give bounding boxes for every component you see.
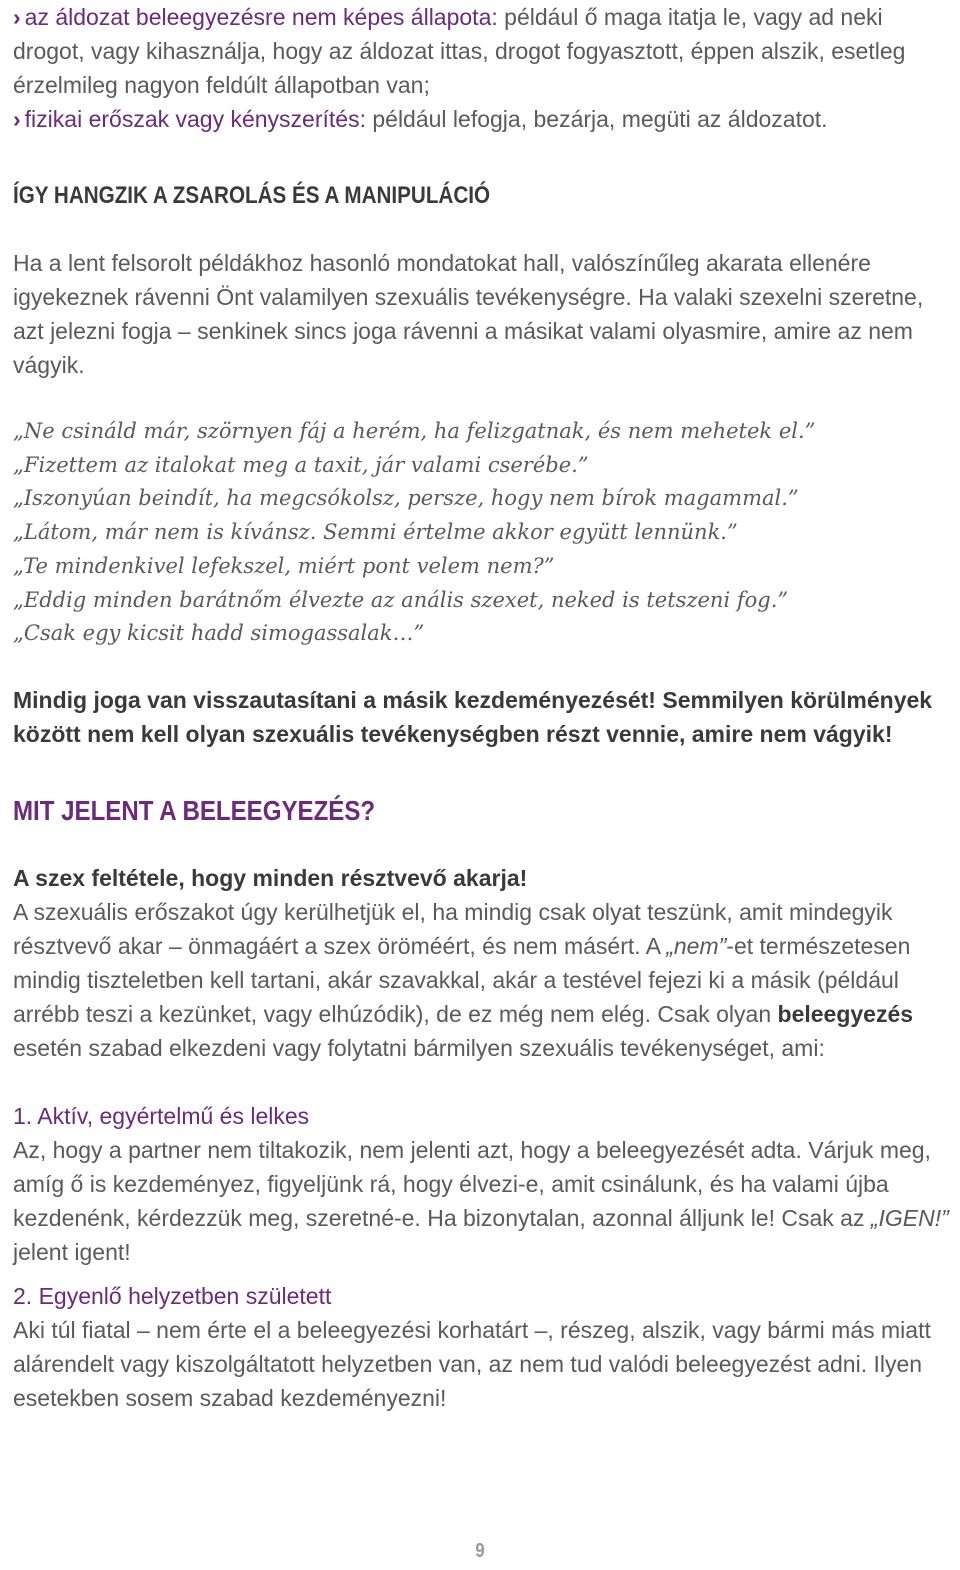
section-heading-consent: MIT JELENT A BELEEGYEZÉS? xyxy=(13,794,376,826)
quote-item: „Fizettem az italokat meg a taxit, jár valami cserébe.” xyxy=(13,452,589,477)
bullet-text: például ő maga itatja le, vagy ad neki drogot, vagy kihasználja, hogy az áldozat ittas, drogot fogyasztott, éppen alszik, esetleg érzelmileg nagyon feldúlt állapotban van; xyxy=(13,4,906,98)
bullet-text: például lefogja, bezárja, megüti az áldozatot. xyxy=(372,106,828,132)
consent-item-title: 1. Aktív, egyértelmű és lelkes xyxy=(13,1102,310,1129)
bullet-label: fizikai erőszak vagy kényszerítés: xyxy=(24,106,366,132)
quote-item: „Te mindenkivel lefekszel, miért pont velem nem?” xyxy=(13,553,555,578)
section-heading-manipulation: ÍGY HANGZIK A ZSAROLÁS ÉS A MANIPULÁCIÓ xyxy=(13,182,491,209)
consent-item-text xyxy=(13,1313,953,1415)
consent-body-text: A szexuális erőszakot úgy kerülhetjük el, ha mindig csak olyat teszünk, amit mindegyik résztvevő akar – önmagáért a szex öröméért, és nem másért. A xyxy=(13,898,893,959)
consent-item-text-part: jelent igent! xyxy=(13,1238,131,1265)
consent-item-text xyxy=(13,1133,953,1269)
bullet-label: az áldozat beleegyezésre nem képes állapota: xyxy=(24,4,498,30)
bullet-item-physical-force xyxy=(13,102,953,136)
consent-body xyxy=(13,895,953,1065)
consent-body-nem: „nem” xyxy=(666,932,727,959)
quote-item: „Eddig minden barátnőm élvezte az anális szexet, neked is tetszeni fog.” xyxy=(13,587,789,612)
chevron-right-icon: › xyxy=(13,106,21,132)
rights-statement: Mindig joga van visszautasítani a másik kezdeményezését! Semmilyen körülmények között nem kell olyan szexuális tevékenységben részt vennie, amire nem vágyik! xyxy=(13,686,933,747)
consent-body-text: -et természetesen mindig tiszteletben kell tartani, akár szavakkal, akár a testével fejezi ki a másik (például arrébb teszi a kezünket, vagy elhúzódik), de ez még nem elég. Csak olyan xyxy=(13,932,911,1027)
chevron-right-icon: › xyxy=(13,4,21,30)
quote-item: „Látom, már nem is kívánsz. Semmi értelme akkor együtt lennünk.” xyxy=(13,520,738,545)
quote-item: „Ne csináld már, szörnyen fáj a herém, ha felizgatnak, és nem mehetek el.” xyxy=(13,419,816,443)
consent-body-text: esetén szabad elkezdeni vagy folytatni bármilyen szexuális tevékenységet, ami: xyxy=(13,1034,825,1061)
quote-item: „Iszonyúan beindít, ha megcsókolsz, persze, hogy nem bírok magammal.” xyxy=(13,486,799,511)
consent-item-igen: „IGEN!” xyxy=(870,1204,949,1231)
quote-item: „Csak egy kicsit hadd simogassalak…” xyxy=(13,621,425,646)
consent-item-text-part: Az, hogy a partner nem tiltakozik, nem jelenti azt, hogy a beleegyezését adta. Várjuk meg, amíg ő is kezdeményez, figyeljünk rá, hogy élvezi-e, amit csinálunk, és ha valami újba kezdenénk, kérdezzük meg, szeretné-e. Ha bizonytalan, azonnal álljunk le! Csak az xyxy=(13,1136,931,1231)
page-number: 9 xyxy=(475,1540,485,1562)
consent-lead: A szex feltétele, hogy minden résztvevő akarja! xyxy=(13,864,528,891)
consent-item-title: 2. Egyenlő helyzetben született xyxy=(13,1282,332,1309)
consent-body-bold: beleegyezés xyxy=(777,1000,914,1027)
bullet-item-consent-incapable xyxy=(13,0,953,102)
manipulation-intro: Ha a lent felsorolt példákhoz hasonló mondatokat hall, valószínűleg akarata ellenére igyekeznek rávenni Önt valamilyen szexuális tevékenységre. Ha valaki szexelni szeretne, azt jelezni fogja – senkinek sincs joga rávenni a másikat valami olyasmire, amire az nem vágyik. xyxy=(13,250,924,378)
page-content xyxy=(13,0,953,1415)
consent-item-text-part: Aki túl fiatal – nem érte el a beleegyezési korhatárt –, részeg, alszik, vagy bármi más miatt alárendelt vagy kiszolgáltatott helyzetben van, az nem tud valódi beleegyezést adni. Ilyen esetekben sosem szabad kezdeményezni! xyxy=(13,1316,931,1411)
quote-list xyxy=(13,415,953,651)
